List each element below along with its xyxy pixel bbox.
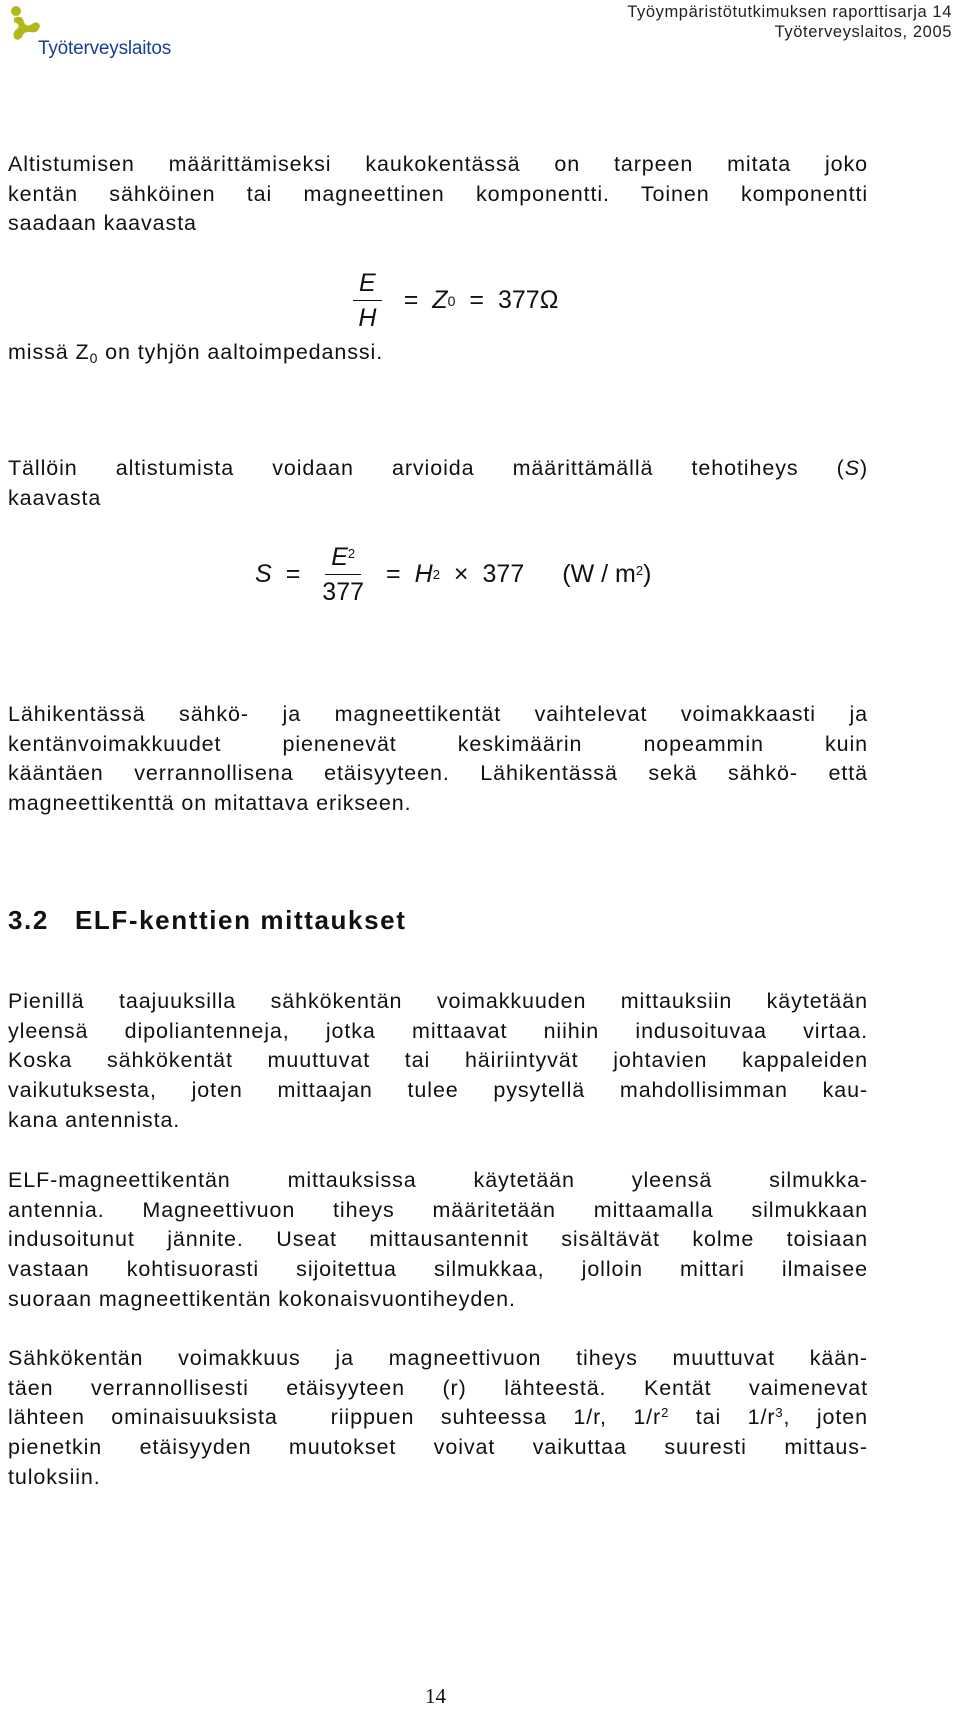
text-segment: Tällöin altistumista voidaan arvioida määrittämällä tehotiheys ( xyxy=(8,456,845,480)
e-symbol: E xyxy=(331,543,348,571)
paragraph xyxy=(8,150,868,239)
text-line: magneettikenttä on mitattava erikseen. xyxy=(8,791,412,816)
fraction xyxy=(322,540,364,609)
text-line: suoraan magneettikentän kokonaisvuontiheyden. xyxy=(8,1286,516,1311)
text-line: Koska sähkökentät muuttuvat tai häiriintyvät johtavien kappaleiden xyxy=(8,1048,868,1073)
text-line xyxy=(8,1403,868,1433)
text-line: kaavasta xyxy=(8,485,102,510)
logo xyxy=(8,4,188,60)
unit xyxy=(562,560,651,589)
text-segment: missä Z xyxy=(8,340,90,364)
equals: = xyxy=(403,286,419,314)
impedance-value: 377Ω xyxy=(497,286,559,314)
paragraph xyxy=(8,987,868,1135)
paragraph xyxy=(8,1344,868,1492)
text-line: Altistumisen määrittämiseksi kaukokentässä on tarpeen mitata joko xyxy=(8,152,868,176)
paragraph xyxy=(8,338,868,368)
i-segment: S xyxy=(844,456,860,480)
section-number: 3.2 xyxy=(8,905,49,935)
text-segment: lähteen ominaisuuksista riippuen suhteessa 1/r, 1/r xyxy=(8,1405,662,1430)
numerator: E xyxy=(353,266,382,301)
denominator: 377 xyxy=(322,578,365,606)
running-header xyxy=(627,2,952,42)
formula-impedance: $\frac{E}{H}$ = Z 0 = 377Ω xyxy=(345,266,558,335)
section-title: ELF-kenttien mittaukset xyxy=(74,905,407,935)
paragraph xyxy=(8,1166,868,1314)
text-line xyxy=(8,338,868,368)
times: × xyxy=(453,560,469,588)
z-symbol: Z xyxy=(432,286,448,314)
unit-close: ) xyxy=(643,560,652,588)
equals: = xyxy=(386,560,401,588)
denominator: H xyxy=(358,304,377,332)
text-line: kentän sähköinen tai magneettinen komponentti. Toinen komponentti xyxy=(8,181,868,206)
publisher: Työterveyslaitos, 2005 xyxy=(774,23,952,41)
text-line: Sähkökentän voimakkuus ja magneettivuon tiheys muuttuvat kään- xyxy=(8,1346,868,1370)
text-line: Lähikentässä sähkö- ja magneettikentät vaihtelevat voimakkaasti ja xyxy=(8,702,868,726)
sup-segment: 3 xyxy=(775,1405,784,1421)
text-segment: ) xyxy=(859,456,868,480)
constant: 377 xyxy=(482,560,525,588)
text-line: tuloksiin. xyxy=(8,1464,101,1489)
text-line: kääntäen verrannollisena etäisyyteen. Lähikentässä sekä sähkö- että xyxy=(8,761,868,786)
text-line: kana antennista. xyxy=(8,1107,181,1132)
text-line: yleensä dipoliantenneja, jotka mittaavat niihin indusoituvaa virtaa. xyxy=(8,1018,868,1043)
s-symbol: S xyxy=(255,560,272,588)
equals: = xyxy=(285,560,301,588)
text-line: antennia. Magneettivuon tiheys määritetään mittaamalla silmukkaan xyxy=(8,1197,868,1222)
text-line xyxy=(8,454,868,484)
fraction xyxy=(353,266,382,335)
equals: = xyxy=(469,286,484,314)
numerator xyxy=(325,540,361,575)
text-line: saadaan kaavasta xyxy=(8,211,197,236)
text-segment: , joten xyxy=(783,1405,868,1430)
text-line: vastaan kohtisuorasti sijoitettua silmukkaa, jolloin mittari ilmaisee xyxy=(8,1257,868,1282)
paragraph xyxy=(8,700,868,819)
unit-exponent: 2 xyxy=(635,563,644,578)
text-line: ELF-magneettikentän mittauksissa käytetään yleensä silmukka- xyxy=(8,1168,868,1192)
paragraph xyxy=(8,454,868,513)
text-line: pienetkin etäisyyden muutokset voivat vaikuttaa suuresti mittaus- xyxy=(8,1435,868,1460)
text-segment: tai 1/r xyxy=(669,1405,776,1430)
h-symbol: H xyxy=(414,560,433,588)
exponent: 2 xyxy=(347,546,356,561)
logo-text: Työterveyslaitos xyxy=(38,38,172,59)
section-heading xyxy=(8,905,406,936)
unit-open: (W / m xyxy=(562,560,636,588)
report-series: Työympäristötutkimuksen raporttisarja 14 xyxy=(627,3,952,21)
sub-segment: 0 xyxy=(89,350,99,366)
text-line: täen verrannollisesti etäisyyteen (r) lähteestä. Kentät vaimenevat xyxy=(8,1375,868,1400)
text-line: kentänvoimakkuudet pienenevät keskimäärin nopeammin kuin xyxy=(8,731,868,756)
formula-power-density: S = $\frac{E^2}{377}$ = H 2 × 377 $(W / m^2)$ xyxy=(255,540,651,609)
text-line: indusoitunut jännite. Useat mittausantennit sisältävät kolme toisiaan xyxy=(8,1227,868,1252)
text-line: vaikutuksesta, joten mittaajan tulee pysytellä mahdollisimman kau- xyxy=(8,1078,868,1103)
page-number: 14 xyxy=(425,1684,446,1708)
sup-segment: 2 xyxy=(661,1405,670,1421)
text-line: Pienillä taajuuksilla sähkökentän voimakkuuden mittauksiin käytetään xyxy=(8,989,868,1013)
text-segment: on tyhjön aaltoimpedanssi. xyxy=(98,340,384,364)
